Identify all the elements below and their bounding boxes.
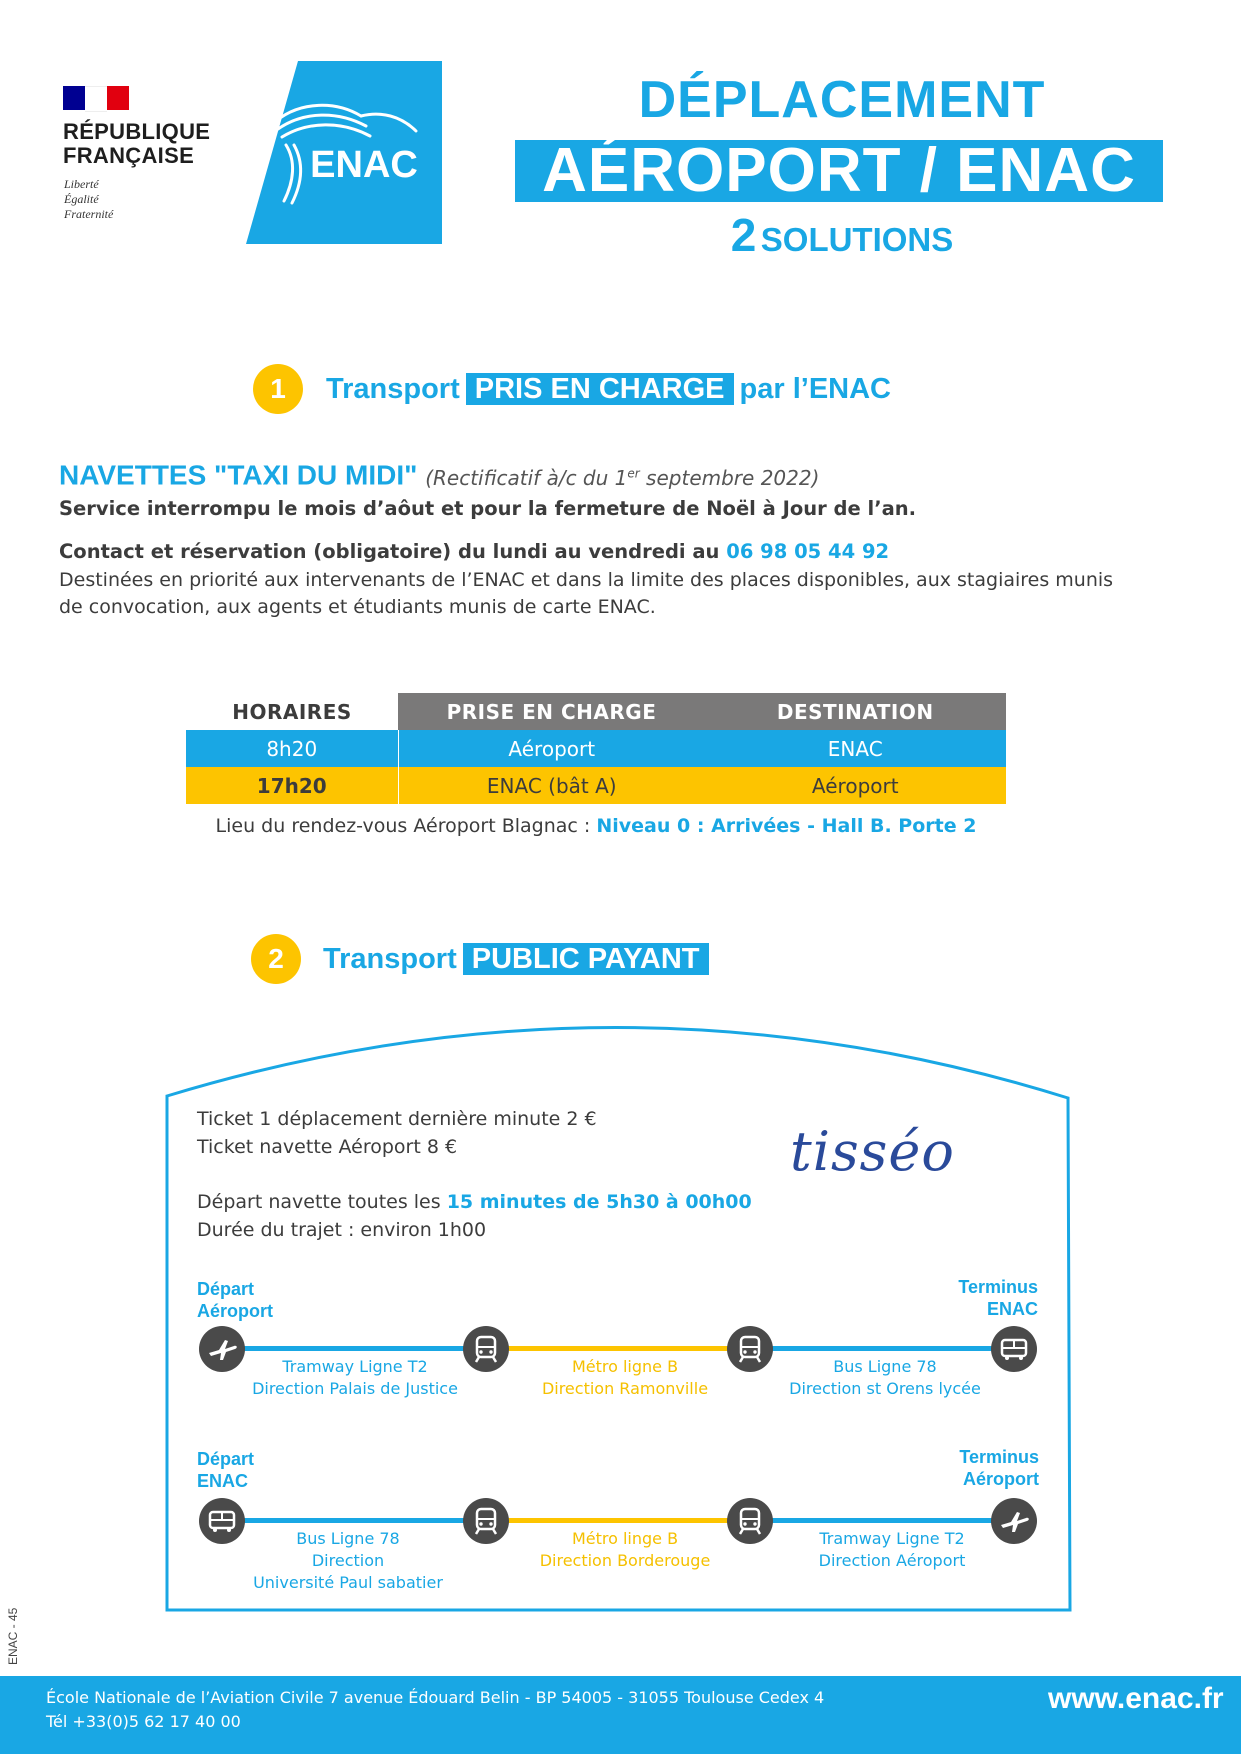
tisseo-logo: tisséo [790, 1120, 955, 1183]
route2-end: Terminus Aéroport [959, 1447, 1039, 1489]
route2-metro-line [487, 1518, 750, 1523]
contact-line: Contact et réservation (obligatoire) du lundi au vendredi au 06 98 05 44 92 [59, 540, 890, 563]
route2-metro-label: Métro linge B Direction Borderouge [539, 1529, 711, 1570]
ticket-last-minute: Ticket 1 déplacement dernière minute 2 € [197, 1108, 597, 1130]
title-aeroport-enac: AÉROPORT / ENAC [542, 136, 1136, 205]
navettes-title: NAVETTES "TAXI DU MIDI" (Rectificatif à/c du 1er septembre 2022) [59, 459, 820, 491]
route1-start: Départ Aéroport [197, 1279, 273, 1321]
route1-bus-line [750, 1346, 1014, 1351]
route1-bus-label: Bus Ligne 78 Direction st Orens lycée [789, 1357, 981, 1398]
footer-address: École Nationale de l’Aviation Civile 7 avenue Édouard Belin - BP 54005 - 31055 Toulouse Cedex 4 [46, 1688, 825, 1707]
schedule-table [186, 693, 1006, 804]
republic-motto: Liberté Égalité Fraternité [64, 177, 114, 221]
route1-metro-line [487, 1346, 750, 1351]
table-row: 8h20 Aéroport ENAC [186, 730, 1006, 767]
section-1-number: 1 [253, 364, 303, 414]
republique-francaise-logo: RÉPUBLIQUE FRANÇAISE [63, 119, 211, 168]
section-2-highlight: PUBLIC PAYANT [463, 943, 709, 975]
route1-end: Terminus ENAC [958, 1277, 1038, 1319]
section-1-title: Transport PRIS EN CHARGE par l’ENAC [326, 373, 891, 405]
footer-phone[interactable]: Tél +33(0)5 62 17 40 00 [46, 1712, 241, 1731]
route1-tram-line [222, 1346, 487, 1351]
route2-bus-line [222, 1518, 487, 1523]
title-deplacement: DÉPLACEMENT [638, 71, 1046, 129]
contact-phone[interactable]: 06 98 05 44 92 [726, 540, 890, 563]
solutions-label: SOLUTIONS [760, 221, 954, 258]
header-horaires: HORAIRES [186, 693, 398, 730]
shuttle-frequency: Départ navette toutes les 15 minutes de 5h30 à 00h00 [197, 1191, 752, 1213]
section-2-title: Transport PUBLIC PAYANT [323, 942, 715, 976]
meeting-place: Niveau 0 : Arrivées - Hall B. Porte 2 [596, 815, 977, 837]
document-code: ENAC - 45 [6, 1607, 20, 1665]
french-flag [63, 86, 129, 110]
title-solutions [512, 208, 1172, 262]
enac-logo-text: ENAC [310, 144, 418, 186]
route1-metro-label: Métro ligne B Direction Ramonville [541, 1357, 709, 1398]
enac-logo [246, 61, 442, 244]
solutions-count: 2 [730, 209, 757, 261]
table-row: 17h20 ENAC (bât A) Aéroport [186, 767, 1006, 804]
section-1-highlight: PRIS EN CHARGE [466, 373, 734, 405]
meeting-point: Lieu du rendez-vous Aéroport Blagnac : Niveau 0 : Arrivées - Hall B. Porte 2 [215, 815, 977, 837]
route2-tram-label: Tramway Ligne T2 Direction Aéroport [818, 1529, 966, 1570]
table-header-row [186, 693, 1006, 730]
route2-start: Départ ENAC [197, 1449, 255, 1491]
ticket-airport-shuttle: Ticket navette Aéroport 8 € [197, 1136, 458, 1158]
eligibility-text: Destinées en priorité aux intervenants de l’ENAC et dans la limite des places disponibles, aux stagiaires munis de convocation, aux agents et étudiants munis de carte ENAC. [59, 569, 1114, 618]
rectificatif-note: (Rectificatif à/c du 1er septembre 2022) [425, 465, 820, 490]
route2-tram-line [750, 1518, 1014, 1523]
plane-icon [199, 1326, 245, 1372]
route1-tram-label: Tramway Ligne T2 Direction Palais de Justice [252, 1357, 458, 1398]
header-prise-en-charge: PRISE EN CHARGE [398, 693, 705, 730]
footer-website-link[interactable]: www.enac.fr [1048, 1682, 1224, 1715]
service-interruption: Service interrompu le mois d’aôut et pour la fermeture de Noël à Jour de l’an. [59, 497, 917, 520]
header-destination: DESTINATION [705, 693, 1006, 730]
footer-contact [46, 1686, 824, 1734]
metro-icon [463, 1498, 509, 1544]
route2-bus-label: Bus Ligne 78 Direction Université Paul sabatier [253, 1529, 443, 1592]
trip-duration: Durée du trajet : environ 1h00 [197, 1219, 487, 1241]
section-2-number: 2 [251, 934, 301, 984]
